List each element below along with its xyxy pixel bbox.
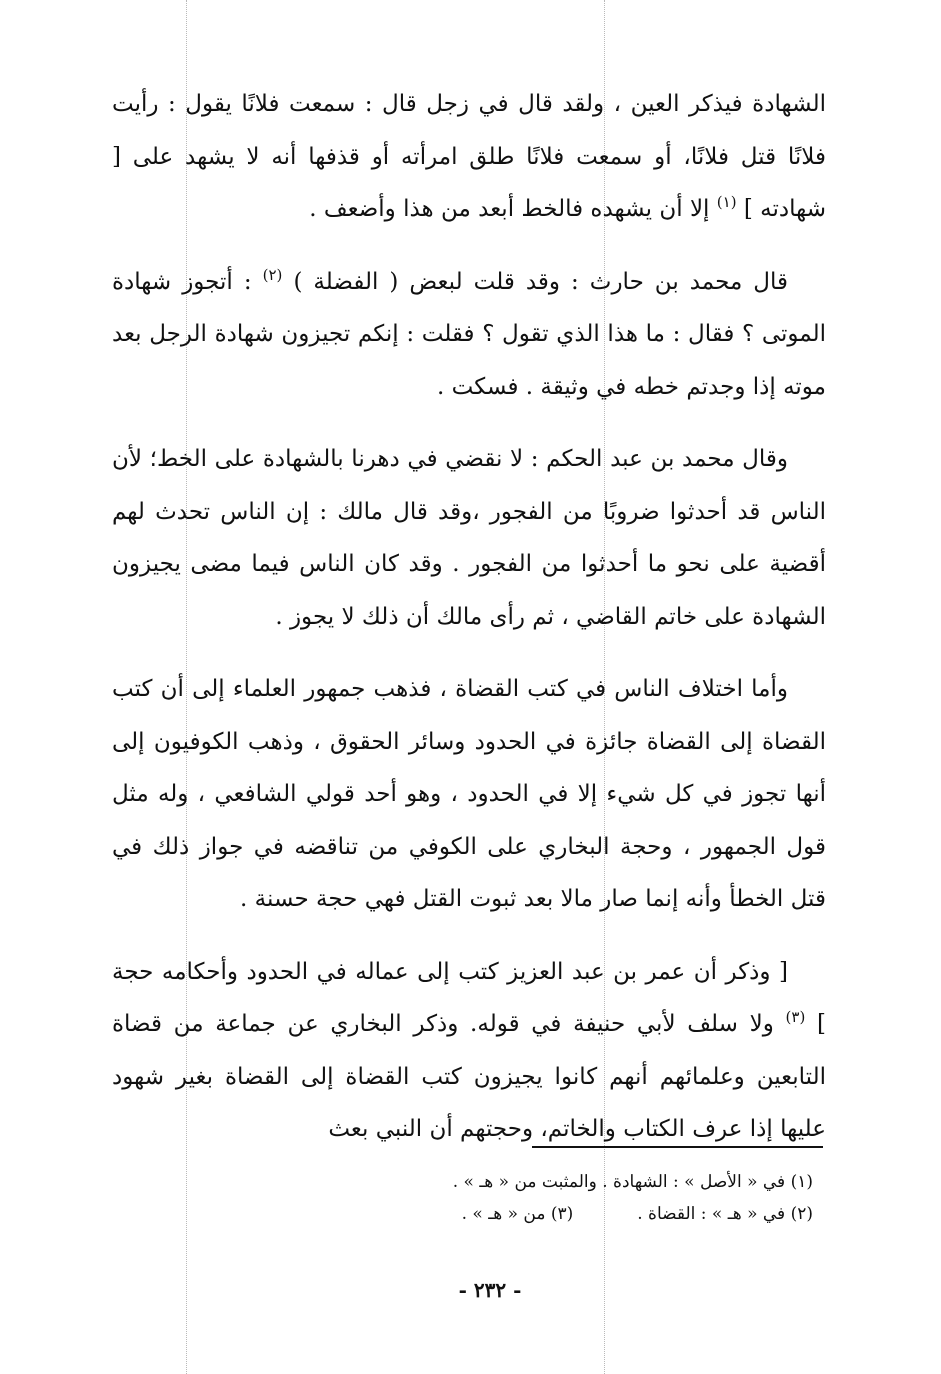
- footnote-ref-2: (٢): [262, 265, 283, 284]
- paragraph-text: : أتجوز شهادة الموتى ؟ فقال : ما هذا الذي تقول ؟ فقلت : إنكم تجيزون شهادة الرجل بعد موته إذا وجدتم خطه في وثيقة . فسكت .: [112, 268, 826, 400]
- paragraph-text: ولا سلف لأبي حنيفة في قوله. وذكر البخاري عن جماعة من قضاة التابعين وعلمائهم أنهم كانوا يجيزون كتب القضاة إلى القضاة بغير شهود عليها إذا عرف الكتاب والخاتم، وحجتهم أن النبي بعث: [112, 1011, 826, 1142]
- paragraph-text: قال محمد بن حارث : وقد قلت لبعض ( الفضلة ): [293, 268, 789, 295]
- footnote-row-1: [213, 1166, 813, 1198]
- paragraph-5: [112, 946, 826, 1156]
- paragraph-text: إلا أن يشهده فالخط أبعد من هذا وأضعف .: [309, 196, 710, 222]
- paragraph-text: وقال محمد بن عبد الحكم : لا نقضي في دهرنا بالشهادة على الخط؛ لأن الناس قد أحدثوا ضروبًا من الفجور ،وقد قال مالك : إن الناس تحدث لهم أقضية على نحو ما أحدثوا من الفجور . وقد كان الناس فيما مضى يجيزون الشهادة على خاتم القاضي ، ثم رأى مالك أن ذلك لا يجوز .: [112, 446, 826, 630]
- footnote-ref-1: (١): [716, 193, 737, 211]
- paragraph-1: [112, 78, 826, 236]
- paragraph-text: الشهادة فيذكر العين ، ولقد قال في زجل قال : سمعت فلانًا يقول : رأيت فلانًا قتل فلانًا، أو سمعت فلانًا طلق امرأته أو قذفها أنه لا يشهد على [ شهادته ]: [112, 91, 826, 222]
- paragraph-2: [112, 256, 826, 414]
- footnotes: [213, 1166, 813, 1230]
- footnote-ref-3: (٣): [785, 1008, 806, 1026]
- paragraph-text: [ وذكر أن عمر بن عبد العزيز كتب إلى عماله في الحدود وأحكامه حجة ]: [112, 958, 826, 1037]
- paragraph-4: [112, 663, 826, 926]
- footnote-3: (٣) من « هـ » .: [461, 1204, 574, 1224]
- footnote-spacer: [573, 1198, 637, 1230]
- footnote-separator: [532, 1146, 823, 1148]
- paragraph-3: [112, 433, 826, 643]
- page-number: - ٢٣٢ -: [458, 1278, 522, 1302]
- footnote-2: (٢) في « هـ » : القضاة .: [637, 1204, 813, 1224]
- page-body: [112, 78, 826, 1156]
- footnote-row-2: [213, 1198, 813, 1230]
- paragraph-text: وأما اختلاف الناس في كتب القضاة ، فذهب جمهور العلماء إلى أن كتب القضاة إلى القضاة جائزة في الحدود وسائر الحقوق ، وذهب الكوفيون إلى أنها تجوز في كل شيء إلا في الحدود ، وهو أحد قولي الشافعي ، وله مثل قول الجمهور ، وحجة البخاري على الكوفي من تناقضه في جواز ذلك في قتل الخطأ وأنه إنما صار مالا بعد ثبوت القتل فهي حجة حسنة .: [112, 676, 826, 912]
- footnote-1: (١) في « الأصل » : الشهادة . والمثبت من « هـ » .: [452, 1172, 813, 1192]
